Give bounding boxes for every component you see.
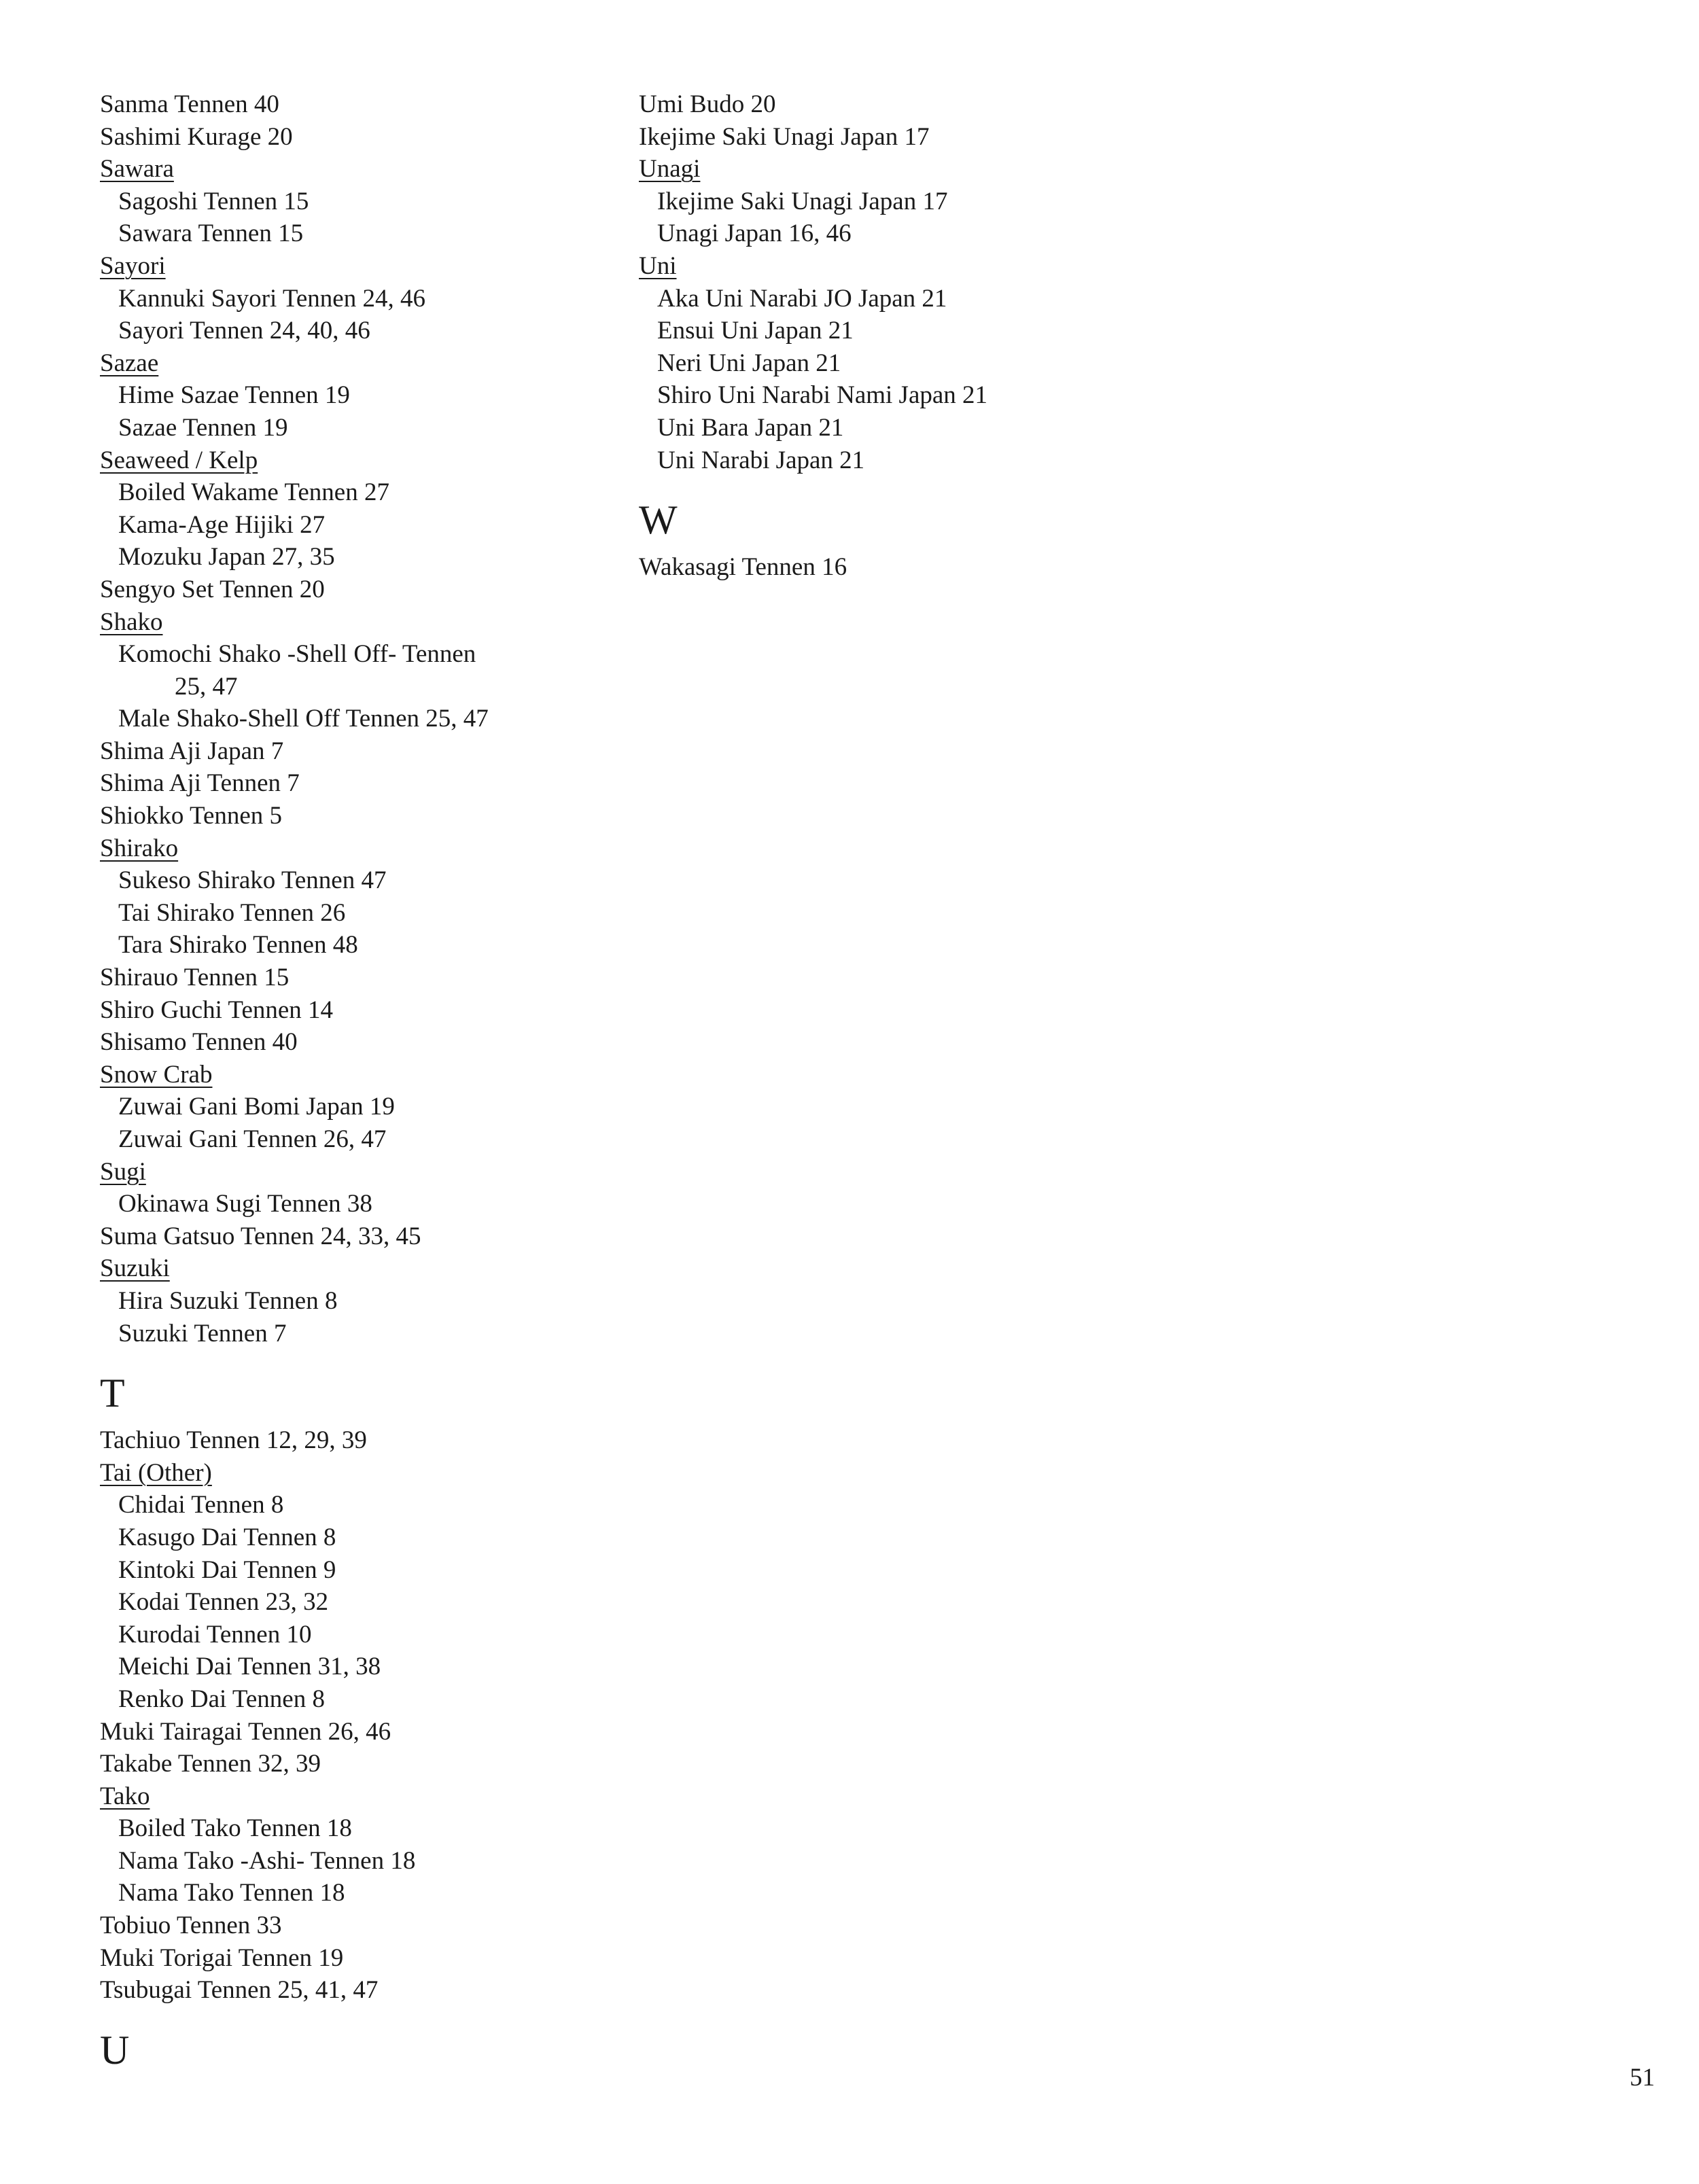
- index-subentry: Kasugo Dai Tennen 8: [118, 1523, 336, 1551]
- index-column-right: [639, 88, 1318, 584]
- index-entry: Takabe Tennen 32, 39: [100, 1750, 321, 1778]
- index-entry: Tsubugai Tennen 25, 41, 47: [100, 1976, 379, 2005]
- index-subentry: Mozuku Japan 27, 35: [118, 543, 335, 571]
- index-entry: Sanma Tennen 40: [100, 90, 279, 118]
- index-subentry: Okinawa Sugi Tennen 38: [118, 1190, 372, 1218]
- index-entry: Sashimi Kurage 20: [100, 122, 293, 151]
- index-heading: Seaweed / Kelp: [100, 446, 258, 474]
- index-subentry: Renko Dai Tennen 8: [118, 1685, 325, 1713]
- index-subentry: Kurodai Tennen 10: [118, 1620, 312, 1649]
- index-heading: Uni: [639, 251, 677, 280]
- index-heading: Tako: [100, 1782, 150, 1810]
- index-entry: Shirauo Tennen 15: [100, 964, 290, 992]
- index-heading: Sayori: [100, 251, 166, 280]
- index-subentry: Kodai Tennen 23, 32: [118, 1588, 329, 1617]
- index-entry: Tobiuo Tennen 33: [100, 1912, 282, 1940]
- index-entry: Shisamo Tennen 40: [100, 1028, 298, 1057]
- index-heading: Snow Crab: [100, 1060, 213, 1089]
- section-letter: U: [100, 2027, 130, 2073]
- index-subentry: Hime Sazae Tennen 19: [118, 381, 350, 410]
- index-subentry: Neri Uni Japan 21: [657, 349, 841, 377]
- index-heading: Shako: [100, 607, 163, 636]
- index-subentry: Ikejime Saki Unagi Japan 17: [657, 187, 948, 215]
- index-entry: Umi Budo 20: [639, 90, 776, 118]
- index-subentry: Boiled Tako Tennen 18: [118, 1814, 352, 1843]
- index-subentry: Male Shako-Shell Off Tennen 25, 47: [118, 705, 489, 733]
- index-subentry: Shiro Uni Narabi Nami Japan 21: [657, 381, 988, 410]
- index-column-left: [100, 88, 616, 2081]
- index-heading: Sazae: [100, 349, 159, 377]
- index-entry: Tachiuo Tennen 12, 29, 39: [100, 1426, 367, 1455]
- index-entry: Sengyo Set Tennen 20: [100, 575, 325, 603]
- index-subentry: Uni Bara Japan 21: [657, 413, 844, 442]
- index-subentry: Kama-Age Hijiki 27: [118, 510, 326, 539]
- index-subentry: Sagoshi Tennen 15: [118, 187, 309, 215]
- index-subentry: Hira Suzuki Tennen 8: [118, 1286, 338, 1315]
- index-entry: Muki Tairagai Tennen 26, 46: [100, 1717, 391, 1746]
- index-heading: Shirako: [100, 834, 179, 862]
- section-letter: W: [639, 497, 678, 543]
- index-heading: Sawara: [100, 155, 174, 183]
- index-subentry: Kannuki Sayori Tennen 24, 46: [118, 284, 425, 313]
- index-entry: Shima Aji Tennen 7: [100, 769, 300, 798]
- index-heading: Unagi: [639, 155, 701, 183]
- index-subentry: Kintoki Dai Tennen 9: [118, 1555, 336, 1584]
- index-entry: Suma Gatsuo Tennen 24, 33, 45: [100, 1222, 421, 1250]
- index-subentry: Komochi Shako -Shell Off- Tennen: [118, 640, 476, 669]
- index-subentry: Suzuki Tennen 7: [118, 1319, 287, 1348]
- index-subentry: Tara Shirako Tennen 48: [118, 931, 358, 959]
- index-subentry: Nama Tako Tennen 18: [118, 1879, 345, 1907]
- index-subentry: Tai Shirako Tennen 26: [118, 898, 346, 927]
- index-subentry: Meichi Dai Tennen 31, 38: [118, 1653, 381, 1681]
- index-entry: Shima Aji Japan 7: [100, 737, 284, 765]
- index-subentry: Aka Uni Narabi JO Japan 21: [657, 284, 947, 313]
- page-number: 51: [1630, 2064, 1655, 2092]
- index-heading: Tai (Other): [100, 1458, 212, 1487]
- index-entry-continuation: 25, 47: [175, 672, 238, 701]
- index-heading: Sugi: [100, 1157, 146, 1186]
- index-entry: Shiokko Tennen 5: [100, 802, 283, 830]
- index-subentry: Boiled Wakame Tennen 27: [118, 478, 389, 507]
- index-subentry: Sawara Tennen 15: [118, 219, 304, 248]
- index-subentry: Zuwai Gani Bomi Japan 19: [118, 1093, 395, 1121]
- index-subentry: Sukeso Shirako Tennen 47: [118, 866, 387, 895]
- index-subentry: Sayori Tennen 24, 40, 46: [118, 317, 370, 345]
- section-letter: T: [100, 1371, 125, 1416]
- index-subentry: Chidai Tennen 8: [118, 1491, 284, 1519]
- index-heading: Suzuki: [100, 1254, 170, 1283]
- index-entry: Muki Torigai Tennen 19: [100, 1943, 344, 1972]
- index-subentry: Nama Tako -Ashi- Tennen 18: [118, 1846, 416, 1875]
- index-subentry: Uni Narabi Japan 21: [657, 446, 865, 474]
- index-subentry: Zuwai Gani Tennen 26, 47: [118, 1125, 387, 1153]
- index-entry: Wakasagi Tennen 16: [639, 553, 847, 582]
- index-subentry: Sazae Tennen 19: [118, 413, 288, 442]
- index-subentry: Unagi Japan 16, 46: [657, 219, 852, 248]
- index-entry: Shiro Guchi Tennen 14: [100, 996, 334, 1024]
- index-subentry: Ensui Uni Japan 21: [657, 317, 854, 345]
- index-entry: Ikejime Saki Unagi Japan 17: [639, 122, 930, 151]
